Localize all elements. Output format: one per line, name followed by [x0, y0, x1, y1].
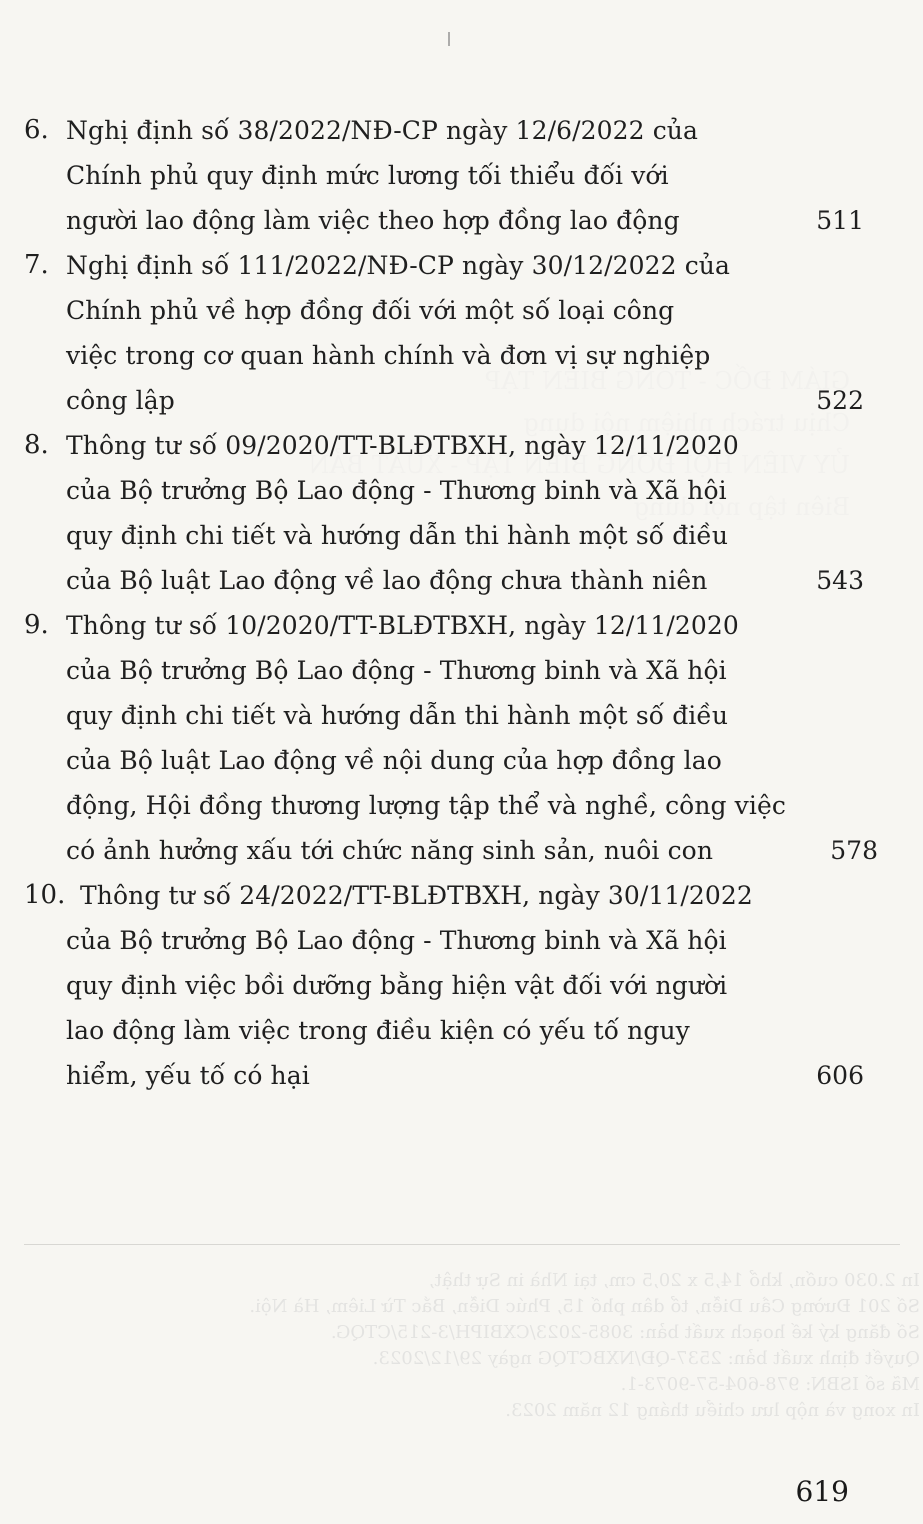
entry-line: có ảnh hưởng xấu tới chức năng sinh sản, nuôi con [66, 836, 714, 865]
show-through-line: GIÁM ĐỐC - TỔNG BIÊN TẬP [484, 367, 850, 395]
entry-number: 10. [24, 880, 66, 910]
entry-line: Chính phủ quy định mức lương tối thiểu đối với [66, 161, 669, 190]
entry-line: quy định chi tiết và hướng dẫn thi hành một số điều [66, 701, 729, 730]
entry-line: Chính phủ về hợp đồng đối với một số loại công [66, 296, 675, 325]
entry-line: Thông tư số 24/2022/TT-BLĐTBXH, ngày 30/11/2022 [80, 881, 753, 910]
entry-line: việc trong cơ quan hành chính và đơn vị sự nghiệp [66, 341, 711, 370]
entry-line: hiểm, yếu tố có hại [66, 1061, 310, 1090]
entry-page-number: 522 [816, 386, 864, 415]
entry-number: 8. [24, 430, 49, 460]
entry-line: động, Hội đồng thương lượng tập thể và nghề, công việc [66, 791, 786, 820]
entry-line: của Bộ trưởng Bộ Lao động - Thương binh và Xã hội [66, 656, 727, 685]
entry-line: quy định việc bồi dưỡng bằng hiện vật đối với người [66, 971, 728, 1000]
margin-mark [448, 32, 450, 46]
entry-page-number: 543 [816, 566, 864, 595]
entry-line: của Bộ trưởng Bộ Lao động - Thương binh và Xã hội [66, 926, 727, 955]
show-through-lower [240, 1268, 920, 1424]
entry-text [66, 108, 772, 243]
show-through-line: In 2.030 cuốn, khổ 14,5 x 20,5 cm, tại Nhà in Sự thật, [428, 1270, 920, 1291]
entry-number: 9. [24, 610, 49, 640]
show-through-line: Chịu trách nhiệm nội dung [523, 409, 850, 437]
show-through-line: Số đăng ký kế hoạch xuất bản: 3085-2023/CXBIPH/3-215/CTQG. [330, 1322, 920, 1343]
entry-line: Nghị định số 38/2022/NĐ-CP ngày 12/6/2022 của [66, 116, 699, 145]
entry-text [66, 873, 772, 1098]
show-through-line: Quyết định xuất bản: 2537-QĐ/NXBCTQG ngày 29/12/2023. [372, 1348, 920, 1369]
entry-line: Nghị định số 111/2022/NĐ-CP ngày 30/12/2022 của [66, 251, 731, 280]
show-through-line: In xong và nộp lưu chiểu tháng 12 năm 2023. [505, 1400, 920, 1421]
entry-line: Thông tư số 10/2020/TT-BLĐTBXH, ngày 12/11/2020 [66, 611, 739, 640]
show-through-line: ỦY VIÊN HỘI ĐỒNG BIÊN TẬP - XUẤT BẢN [308, 451, 850, 479]
table-of-contents [24, 108, 878, 1098]
entry-line: Thông tư số 09/2020/TT-BLĐTBXH, ngày 12/11/2020 [66, 431, 739, 460]
page-number: 619 [795, 1475, 849, 1508]
entry-line: của Bộ luật Lao động về lao động chưa thành niên [66, 566, 708, 595]
toc-entry [24, 108, 864, 243]
entry-line: quy định chi tiết và hướng dẫn thi hành một số điều [66, 521, 729, 550]
entry-line: người lao động làm việc theo hợp đồng lao động [66, 206, 680, 235]
entry-line: của Bộ trưởng Bộ Lao động - Thương binh và Xã hội [66, 476, 727, 505]
entry-line: của Bộ luật Lao động về nội dung của hợp đồng lao [66, 746, 722, 775]
entry-line: lao động làm việc trong điều kiện có yếu tố nguy [66, 1016, 690, 1045]
show-through-line: Mã số ISBN: 978-604-57-9073-1. [620, 1374, 920, 1395]
entry-number: 7. [24, 250, 49, 280]
show-through-line: Số 201 Đường Cầu Diễn, tổ dân phố 15, Phúc Diễn, Bắc Từ Liêm, Hà Nội. [249, 1296, 920, 1317]
toc-entry [24, 603, 878, 873]
entry-text [66, 603, 786, 873]
entry-number: 6. [24, 115, 49, 145]
entry-line: công lập [66, 386, 175, 415]
toc-entry [24, 873, 864, 1098]
show-through-line: Biên tập nội dung [633, 493, 850, 521]
toc-entry [24, 243, 864, 423]
entry-page-number: 511 [816, 206, 864, 235]
entry-text [66, 243, 772, 423]
entry-text [66, 423, 772, 603]
show-through-rule [24, 1244, 900, 1245]
entry-page-number: 606 [816, 1061, 864, 1090]
toc-entry [24, 423, 864, 603]
entry-page-number: 578 [830, 836, 878, 865]
